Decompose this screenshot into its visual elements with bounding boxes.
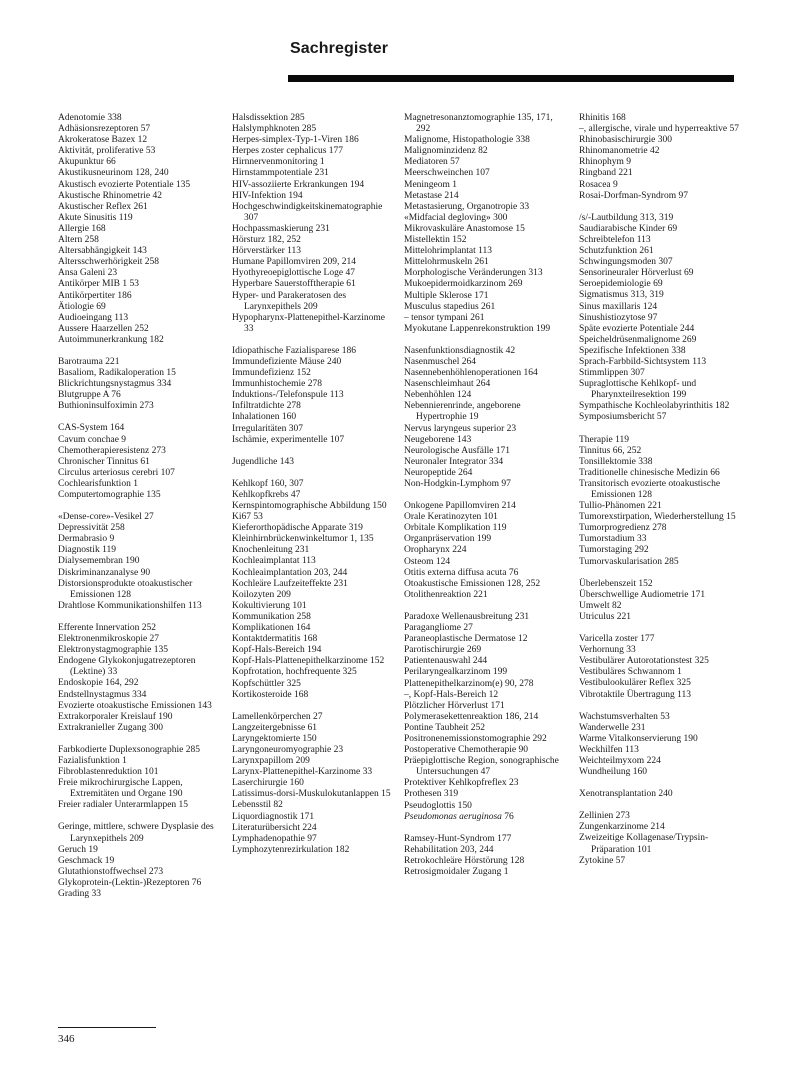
index-entry: Prothesen 319 [404, 789, 459, 800]
index-entry: Laryngoneuromyographie 23 [232, 744, 344, 755]
index-entry: Glutathionstoffwechsel 273 [58, 866, 164, 877]
index-entry: Immundefiziente Mäuse 240 [232, 356, 342, 367]
index-entry: Herpes zoster cephalicus 177 [232, 146, 344, 157]
index-entry: Transitorisch evozierte otoakustische Emissionen 128 [579, 478, 721, 500]
index-entry: Immundefizienz 152 [232, 368, 311, 379]
index-entry: Zungenkarzinome 214 [579, 822, 665, 833]
index-entry: HIV-assoziierte Erkrankungen 194 [232, 179, 365, 190]
index-entry: Paraneoplastische Dermatose 12 [404, 634, 528, 645]
index-entry: Patientenauswahl 244 [404, 656, 488, 667]
index-entry: Halsdissektion 285 [232, 113, 305, 123]
index-entry: Myokutane Lappenrekonstruktion 199 [404, 323, 551, 334]
index-entry: Musculus stapedius 261 [404, 301, 496, 312]
index-entry: Extrakranieller Zugang 300 [58, 722, 163, 733]
section-gap [58, 811, 220, 822]
index-entry: Varicella zoster 177 [579, 634, 655, 645]
index-entry: Weckhilfen 113 [579, 744, 639, 755]
index-entry: Mittelohrmuskeln 261 [404, 257, 489, 268]
section-gap [232, 701, 394, 712]
index-entry: Komplikationen 164 [232, 623, 311, 634]
index-entry: Nasenmuschel 264 [404, 356, 477, 367]
page-number: 346 [58, 1033, 75, 1045]
index-entry: Mediatoren 57 [404, 157, 460, 168]
index-entry: Extrakorporaler Kreislauf 190 [58, 711, 173, 722]
index-entry: Malignome, Histopathologie 338 [404, 135, 530, 146]
index-entry: Retrokochleäre Hörstörung 128 [404, 855, 525, 866]
index-entry: Koilozyten 209 [232, 589, 291, 600]
index-entry: Nervus laryngeus superior 23 [404, 423, 517, 434]
index-entry: Schreibtelefon 113 [579, 234, 651, 245]
index-entry: – tensor tympani 261 [404, 312, 485, 323]
index-entry: Kochleaimplantation 203, 244 [232, 567, 348, 578]
index-entry: Therapie 119 [579, 434, 630, 445]
index-entry: Induktions-/Telefonspule 113 [232, 390, 344, 401]
index-entry: Drahtlose Kommunikationshilfen 113 [58, 600, 202, 611]
page-title: Sachregister [290, 40, 389, 57]
index-column-4 [579, 113, 741, 867]
index-entry: Hypopharynx-Plattenepithel-Karzinome 33 [232, 312, 386, 334]
index-entry: Endoskopie 164, 292 [58, 678, 139, 689]
index-entry: Fibroblastenreduktion 101 [58, 767, 159, 778]
index-entry: Utriculus 221 [579, 611, 631, 622]
index-entry: Kehlkopf 160, 307 [232, 478, 304, 489]
index-entry: Kopfschüttler 325 [232, 678, 301, 689]
index-entry: Diskriminanzanalyse 90 [58, 567, 151, 578]
index-entry: Wanderwelle 231 [579, 722, 646, 733]
index-entry: Irregularitäten 307 [232, 423, 303, 434]
header-rule [288, 75, 734, 82]
index-entry: HIV-Infektion 194 [232, 190, 303, 201]
index-entry: Nebennierenrinde, angeborene Hypertrophie 19 [404, 401, 521, 423]
index-entry: Nasenschleimhaut 264 [404, 379, 491, 390]
index-entry: Ätiologie 69 [58, 301, 106, 312]
index-column-1 [58, 113, 220, 900]
index-entry: Kochleäre Laufzeiteffekte 231 [232, 578, 348, 589]
index-entry: Immunhistochemie 278 [232, 379, 322, 390]
index-entry: Kochleaimplantat 113 [232, 556, 316, 567]
index-entry: Aktivität, proliferative 53 [58, 146, 156, 157]
index-entry: Tumorvaskularisation 285 [579, 556, 679, 567]
index-entry: Altern 258 [58, 235, 99, 246]
index-entry: Aussere Haarzellen 252 [58, 323, 149, 334]
index-entry: Plötzlicher Hörverlust 171 [404, 700, 505, 711]
index-entry: Akute Sinusitis 119 [58, 212, 133, 223]
index-entry: Lebensstil 82 [232, 800, 283, 811]
index-entry: Wundheilung 160 [579, 767, 647, 778]
index-entry: Sinus maxillaris 124 [579, 301, 658, 312]
index-entry: Farbkodierte Duplexsonographie 285 [58, 744, 200, 755]
section-gap [232, 446, 394, 457]
index-entry: Ischämie, experimentelle 107 [232, 434, 345, 445]
section-gap [579, 778, 741, 789]
index-entry: Glykoprotein-(Lektin-)Rezeptoren 76 [58, 877, 202, 888]
section-gap [232, 335, 394, 346]
index-entry: Liquordiagnostik 171 [232, 811, 315, 822]
index-entry: Ki67 53 [232, 512, 263, 523]
index-entry: Malignominzidenz 82 [404, 146, 488, 157]
index-entry: Organpräservation 199 [404, 534, 492, 545]
index-entry: Seroepidemiologie 69 [579, 279, 663, 290]
index-entry: Kopf-Hals-Plattenepithelkarzinome 152 [232, 656, 385, 667]
index-entry: Orbitale Komplikation 119 [404, 523, 507, 534]
index-entry: Otoakustische Emissionen 128, 252 [404, 578, 541, 589]
index-entry: Xenotransplantation 240 [579, 789, 673, 800]
index-entry: Efferente Innervation 252 [58, 622, 156, 633]
index-entry: Zytokine 57 [579, 855, 626, 866]
section-gap [404, 601, 564, 612]
index-entry: Parotischirurgie 269 [404, 645, 482, 656]
index-entry: –, allergische, virale und hyperreaktive 57 [579, 124, 739, 135]
index-entry: Antikörpertiter 186 [58, 290, 132, 301]
index-entry: Humane Papillomviren 209, 214 [232, 257, 357, 268]
index-entry: Wachstumsverhalten 53 [579, 711, 670, 722]
index-entry: Knochenleitung 231 [232, 545, 310, 556]
section-gap [404, 823, 564, 834]
index-entry: Larynxpapillom 209 [232, 756, 310, 767]
index-entry: Larynx-Plattenepithel-Karzinome 33 [232, 767, 373, 778]
footer-rule [58, 1027, 156, 1028]
index-entry: Sinushistiozytose 97 [579, 312, 658, 323]
index-entry: Kokultivierung 101 [232, 600, 307, 611]
index-entry: Kontaktdermatitis 168 [232, 634, 318, 645]
index-entry: Späte evozierte Potentiale 244 [579, 323, 695, 334]
index-entry: Dialysemembran 190 [58, 556, 140, 567]
index-entry: CAS-System 164 [58, 423, 125, 434]
index-entry: Kopfrotation, hochfrequente 325 [232, 667, 357, 678]
index-entry: Hochpassmaskierung 231 [232, 223, 330, 234]
index-entry: Sigmatismus 313, 319 [579, 290, 664, 301]
section-gap [58, 346, 220, 357]
index-entry: Pontine Taubheit 252 [404, 722, 485, 733]
index-entry: Ansa Galeni 23 [58, 268, 118, 279]
index-entry: Sensorineuraler Hörverlust 69 [579, 268, 694, 279]
index-entry: /s/-Lautbildung 313, 319 [579, 212, 674, 223]
index-entry: Barotrauma 221 [58, 356, 120, 367]
index-entry: Mittelohrimplantat 113 [404, 246, 493, 257]
index-entry: Rehabilitation 203, 244 [404, 844, 494, 855]
index-entry: Allergie 168 [58, 223, 106, 234]
index-entry: Paragangliome 27 [404, 623, 473, 634]
index-entry: Diagnostik 119 [58, 545, 116, 556]
index-entry: Kleinhirnbrückenwinkeltumor 1, 135 [232, 534, 374, 545]
index-entry: Hörverstärker 113 [232, 246, 302, 257]
section-gap [579, 424, 741, 435]
index-entry: Chronischer Tinnitus 61 [58, 456, 150, 467]
index-entry: Otolithenreaktion 221 [404, 589, 488, 600]
index-entry: Hirnnervenmonitoring 1 [232, 157, 325, 168]
index-entry: Evozierte otoakustische Emissionen 143 [58, 700, 212, 711]
index-entry: Altersabhängigkeit 143 [58, 246, 147, 257]
index-entry: Rhinomanometrie 42 [579, 146, 660, 157]
index-entry: Computertomographie 135 [58, 490, 161, 500]
section-gap [579, 568, 741, 579]
index-entry: Rosacea 9 [579, 179, 618, 190]
index-entry: Lamellenkörperchen 27 [232, 711, 323, 722]
index-entry: –, Kopf-Hals-Bereich 12 [404, 689, 499, 700]
index-entry: Geruch 19 [58, 844, 98, 855]
index-entry: Distorsionsprodukte otoakustischer Emissionen 128 [58, 578, 193, 600]
index-entry: Überlebenszeit 152 [579, 578, 653, 589]
index-entry: Herpes-simplex-Typ-1-Viren 186 [232, 135, 359, 146]
index-entry: Stimmlippen 307 [579, 368, 645, 379]
index-entry: Tonsillektomie 338 [579, 456, 653, 467]
section-gap [579, 701, 741, 712]
index-entry: Akupunktur 66 [58, 157, 116, 168]
section-gap [579, 202, 741, 213]
index-entry: Nasenfunktionsdiagnostik 42 [404, 345, 516, 356]
index-entry: Autoimmunerkrankung 182 [58, 334, 164, 345]
index-entry: Hyper- und Parakeratosen des Larynxepithels 209 [232, 290, 347, 312]
index-entry: Metastase 214 [404, 190, 459, 201]
index-entry: Postoperative Chemotherapie 90 [404, 745, 528, 756]
index-entry: Plattenepithelkarzinom(e) 90, 278 [404, 678, 534, 689]
index-entry: Basaliom, Radikaloperation 15 [58, 368, 176, 379]
index-entry: Präepiglottische Region, sonographische Untersuchungen 47 [404, 756, 559, 778]
index-entry: «Dense-core»-Vesikel 27 [58, 512, 154, 523]
index-entry: Speicheldrüsenmalignome 269 [579, 334, 697, 345]
index-entry: Hörsturz 182, 252 [232, 235, 301, 246]
index-entry: Blickrichtungsnystagmus 334 [58, 379, 172, 390]
index-entry: Zellinien 273 [579, 811, 630, 822]
index-entry: Mikrovaskuläre Anastomose 15 [404, 223, 525, 234]
index-entry: Laryngektomierte 150 [232, 733, 317, 744]
index-entry: Supraglottische Kehlkopf- und Pharynxteilresektion 199 [579, 379, 697, 401]
index-entry: Saudiarabische Kinder 69 [579, 223, 678, 234]
index-entry: Hirnstammpotentiale 231 [232, 168, 329, 179]
index-entry: Adhäsionsrezeptoren 57 [58, 124, 151, 135]
index-entry: Fazialisfunktion 1 [58, 755, 127, 766]
index-entry: Kommunikation 258 [232, 611, 311, 622]
index-entry: Cavum conchae 9 [58, 434, 127, 445]
index-entry: Elektronenmikroskopie 27 [58, 634, 160, 645]
index-entry: Inhalationen 160 [232, 412, 297, 423]
section-gap [58, 612, 220, 623]
index-entry: Jugendliche 143 [232, 456, 295, 467]
index-entry: Cochlearisfunktion 1 [58, 478, 138, 489]
index-entry: Meerschweinchen 107 [404, 168, 490, 179]
index-entry: Circulus arteriosus cerebri 107 [58, 467, 175, 478]
index-entry: «Midfacial degloving» 300 [404, 212, 508, 223]
index-entry: Geschmack 19 [58, 855, 115, 866]
index-entry: Endstellnystagmus 334 [58, 689, 147, 700]
index-entry: Akustischer Reflex 261 [58, 201, 148, 212]
section-gap [579, 623, 741, 634]
index-entry: Laserchirurgie 160 [232, 778, 304, 789]
index-entry: Elektronystagmographie 135 [58, 645, 169, 656]
index-entry: Tumorstaging 292 [579, 545, 649, 556]
index-entry: Ringband 221 [579, 168, 633, 179]
index-entry: Tullio-Phänomen 221 [579, 501, 662, 512]
index-entry: Literaturübersicht 224 [232, 822, 317, 833]
index-entry: Mistellektin 152 [404, 235, 467, 246]
index-entry: Audioeingang 113 [58, 312, 129, 323]
index-entry: Blutgruppe A 76 [58, 390, 121, 401]
index-entry: Rosai-Dorfman-Syndrom 97 [579, 190, 688, 201]
index-entry: Verhornung 33 [579, 645, 636, 656]
index-entry: Adenotomie 338 [58, 113, 122, 123]
index-entry: Oropharynx 224 [404, 545, 467, 556]
section-gap [58, 501, 220, 512]
index-entry: Sympathische Kochleolabyrinthitis 182 [579, 401, 730, 412]
index-entry: Rhinophym 9 [579, 157, 631, 168]
index-entry: Pseudoglottis 150 [404, 800, 472, 811]
index-entry: Freier radialer Unterarmlappen 15 [58, 800, 189, 811]
index-entry: Meningeom 1 [404, 179, 458, 190]
index-entry: Schutzfunktion 261 [579, 246, 654, 257]
index-entry: Perilaryngealkarzinom 199 [404, 667, 508, 678]
index-entry: Spezifische Infektionen 338 [579, 345, 686, 356]
index-entry: Akustische Rhinometrie 42 [58, 190, 162, 201]
index-entry: Buthioninsulfoximin 273 [58, 401, 154, 412]
index-entry: Vestibuläres Schwannom 1 [579, 667, 682, 678]
index-entry: Kopf-Hals-Bereich 194 [232, 645, 322, 656]
index-entry: Neugeborene 143 [404, 434, 472, 445]
index-entry: Kieferorthopädische Apparate 319 [232, 523, 363, 534]
index-entry: Hochgeschwindigkeitskinematographie 307 [232, 201, 383, 223]
index-entry: Vestibulookulärer Reflex 325 [579, 678, 691, 689]
section-gap [404, 490, 564, 501]
index-entry: Magnetresonanztomographie 135, 171, 292 [404, 113, 553, 135]
index-entry: Vibrotaktile Übertragung 113 [579, 689, 691, 700]
index-entry: Hyperbare Sauerstofftherapie 61 [232, 279, 356, 290]
index-entry: Non-Hodgkin-Lymphom 97 [404, 479, 511, 489]
index-entry: Endogene Glykokonjugatrezeptoren (Lektine) 33 [58, 656, 196, 678]
index-entry: Nebenhöhlen 124 [404, 390, 472, 401]
index-column-3 [404, 113, 564, 878]
index-entry: Halslymphknoten 285 [232, 124, 317, 135]
index-entry: Sprach-Farbbild-Sichtsystem 113 [579, 356, 707, 367]
index-entry: Tumorexstirpation, Wiederherstellung 15 [579, 512, 736, 523]
index-entry: Pseudomonas aeruginosa 76 [404, 811, 514, 822]
index-column-2 [232, 113, 394, 856]
index-entry: Akustikusneurinom 128, 240 [58, 168, 169, 179]
index-entry: Kortikosteroide 168 [232, 689, 309, 700]
index-entry: Morphologische Veränderungen 313 [404, 268, 543, 279]
section-gap [404, 335, 564, 346]
index-entry: Rhinobasischirurgie 300 [579, 135, 672, 146]
index-entry: Retrosigmoidaler Zugang 1 [404, 867, 509, 877]
index-entry: Tinnitus 66, 252 [579, 445, 642, 456]
index-entry: Paradoxe Wellenausbreitung 231 [404, 611, 530, 622]
index-entry: Lymphadenopathie 97 [232, 833, 317, 844]
index-entry: Polymerasekettenreaktion 186, 214 [404, 711, 539, 722]
index-entry: Chemotherapieresistenz 273 [58, 445, 166, 456]
index-entry: Traditionelle chinesische Medizin 66 [579, 467, 720, 478]
index-entry: Positronenemissionstomographie 292 [404, 733, 547, 744]
index-entry: Kernspintomographische Abbildung 150 [232, 501, 387, 511]
index-entry: Tumorstadium 33 [579, 534, 647, 545]
index-entry: Infiltratdichte 278 [232, 401, 301, 412]
index-entry: Otitis externa diffusa acuta 76 [404, 567, 519, 578]
index-entry: Protektiver Kehlkopfreflex 23 [404, 778, 519, 789]
index-entry: Warme Vitalkonservierung 190 [579, 733, 698, 744]
index-entry: Metastasierung, Organotropie 33 [404, 201, 530, 212]
index-entry: Neuronaler Integrator 334 [404, 456, 504, 467]
index-entry: Tumorprogredienz 278 [579, 523, 667, 534]
index-entry: Akrokeratose Bazex 12 [58, 135, 148, 146]
index-entry: Akustisch evozierte Potentiale 135 [58, 179, 191, 190]
index-entry: Rhinitis 168 [579, 113, 626, 123]
index-entry: Onkogene Papillomviren 214 [404, 501, 516, 512]
index-entry: Langzeitergebnisse 61 [232, 722, 318, 733]
index-entry: Ramsey-Hunt-Syndrom 177 [404, 833, 512, 844]
index-entry: Vestibulärer Autorotationstest 325 [579, 656, 709, 667]
index-entry: Neuropeptide 264 [404, 467, 473, 478]
index-entry: Altersschwerhörigkeit 258 [58, 257, 160, 268]
index-entry: Zweizeitige Kollagenase/Trypsin-Präparation 101 [579, 833, 709, 855]
section-gap [58, 412, 220, 423]
index-entry: Umwelt 82 [579, 600, 622, 611]
index-entry: Depressivität 258 [58, 523, 125, 534]
index-entry: Geringe, mittlere, schwere Dysplasie des Larynxepithels 209 [58, 822, 214, 844]
section-gap [58, 734, 220, 745]
index-entry: Freie mikrochirurgische Lappen, Extremitäten und Organe 190 [58, 778, 183, 800]
index-entry: Antikörper MIB 1 53 [58, 279, 140, 290]
index-entry: Mukoepidermoidkarzinom 269 [404, 279, 523, 290]
index-entry: Latissimus-dorsi-Muskulokutanlappen 15 [232, 789, 391, 800]
index-entry: Symposiumsbericht 57 [579, 412, 667, 423]
index-entry: Hyothyreoepiglottische Loge 47 [232, 268, 355, 279]
index-entry: Schwingungsmoden 307 [579, 257, 673, 268]
index-entry: Orale Keratinozyten 101 [404, 512, 498, 523]
section-gap [579, 800, 741, 811]
index-entry: Dermabrasio 9 [58, 534, 115, 545]
index-entry: Idiopathische Fazialisparese 186 [232, 345, 356, 356]
index-entry: Überschwellige Audiometrie 171 [579, 589, 706, 600]
index-entry: Osteom 124 [404, 556, 451, 567]
index-entry: Grading 33 [58, 889, 102, 899]
index-entry: Kehlkopfkrebs 47 [232, 489, 301, 500]
index-entry: Multiple Sklerose 171 [404, 290, 489, 301]
index-entry: Lymphozytenrezirkulation 182 [232, 844, 350, 855]
index-entry: Weichteilmyxom 224 [579, 755, 661, 766]
index-entry: Nasennebenhöhlenoperationen 164 [404, 368, 538, 379]
section-gap [232, 468, 394, 479]
index-entry: Neurologische Ausfälle 171 [404, 445, 511, 456]
